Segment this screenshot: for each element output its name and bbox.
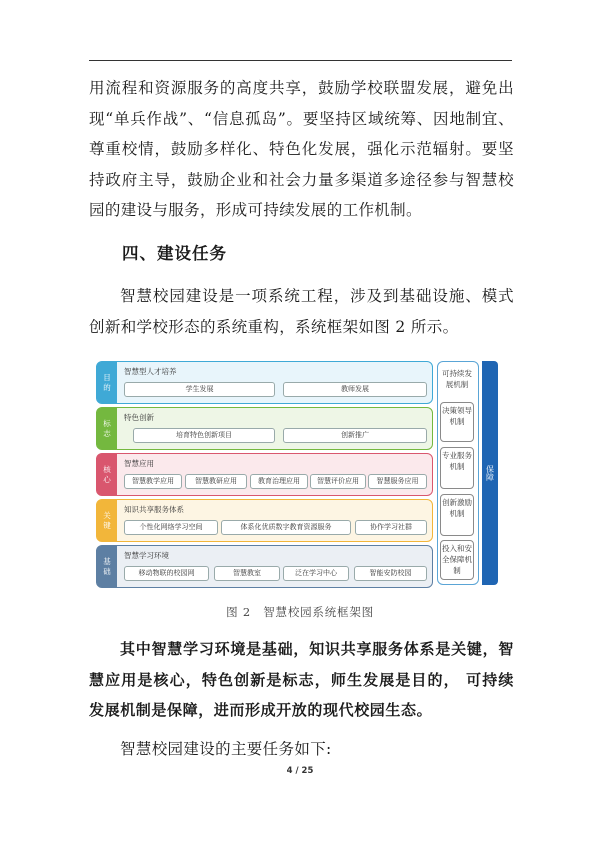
diagram-layer-base (96, 545, 433, 588)
diagram-layer-key (96, 499, 433, 542)
layer-item: 培育特色创新项目 (133, 428, 275, 443)
layer-item: 智慧服务应用 (368, 474, 427, 489)
layer-item: 协作学习社群 (355, 520, 427, 535)
layer-title: 特色创新 (124, 413, 154, 422)
header-rule (89, 60, 512, 61)
layer-item: 智慧教研应用 (185, 474, 247, 489)
layer-title: 智慧型人才培养 (124, 367, 177, 376)
guarantee-bar: 保障 (482, 361, 498, 585)
layer-item: 泛在学习中心 (283, 566, 349, 581)
side-item: 创新激励机制 (440, 494, 474, 536)
layer-item: 教育治理应用 (250, 474, 308, 489)
layer-tag: 标 志 (97, 408, 117, 449)
layer-item: 创新推广 (283, 428, 427, 443)
layer-tag: 关 键 (97, 500, 117, 541)
layer-item: 个性化网络学习空间 (124, 520, 218, 535)
layer-item: 学生发展 (124, 382, 275, 397)
layer-tag: 目 的 (97, 362, 117, 403)
diagram-layer-mark (96, 407, 433, 450)
layer-item: 智慧教室 (214, 566, 280, 581)
section-heading: 四、建设任务 (122, 244, 227, 263)
diagram-layer-core (96, 453, 433, 496)
layer-item: 智能安防校园 (354, 566, 427, 581)
side-item: 决策领导机制 (440, 402, 474, 442)
layer-item: 智慧评价应用 (310, 474, 366, 489)
paragraph-4: 智慧校园建设的主要任务如下: (120, 740, 332, 758)
sustainability-title: 可持续发展机制 (442, 369, 472, 389)
layer-title: 知识共享服务体系 (124, 505, 184, 514)
layer-tag: 核 心 (97, 454, 117, 495)
layer-tag: 基 础 (97, 546, 117, 587)
framework-diagram (96, 357, 501, 589)
layer-title: 智慧学习环境 (124, 551, 169, 560)
paragraph-1: 用流程和资源服务的高度共享，鼓励学校联盟发展，避免出现“单兵作战”、“信息孤岛”。要坚持区域统筹、因地制宜、尊重校情，鼓励多样化、特色化发展，强化示范辐射。要坚持政府主导，鼓励企业和社会力量多渠道多途径参与智慧校园的建设与服务，形成可持续发展的工作机制。 (89, 79, 514, 219)
layer-item: 教师发展 (283, 382, 427, 397)
layer-item: 体系化优质数字教育资源服务 (221, 520, 351, 535)
figure-caption: 图 2 智慧校园系统框架图 (226, 605, 374, 619)
side-item: 专业服务机制 (440, 447, 474, 489)
layer-item: 智慧教学应用 (124, 474, 182, 489)
paragraph-2: 智慧校园建设是一项系统工程，涉及到基础设施、模式创新和学校形态的系统重构，系统框架如图 2 所示。 (89, 287, 514, 336)
side-item: 投入和安全保障机制 (440, 540, 474, 580)
layer-item: 移动物联的校园网 (124, 566, 209, 581)
diagram-layer-purpose (96, 361, 433, 404)
page-number: 4 / 25 (286, 766, 314, 776)
layer-title: 智慧应用 (124, 459, 154, 468)
paragraph-3: 其中智慧学习环境是基础，知识共享服务体系是关键，智慧应用是核心，特色创新是标志，师生发展是目的， 可持续发展机制是保障，进而形成开放的现代校园生态。 (89, 640, 514, 719)
